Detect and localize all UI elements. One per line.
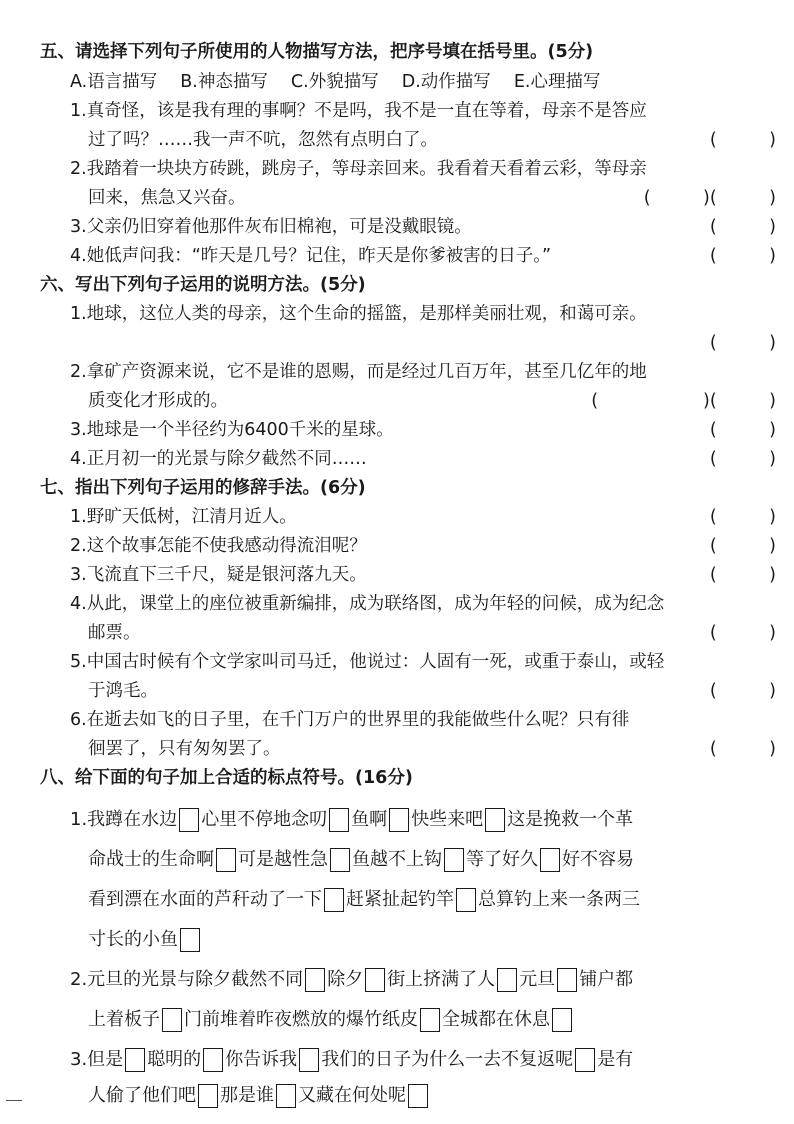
s8-q1-line3 [88, 886, 640, 914]
punctuation-box[interactable] [557, 968, 577, 992]
s8-q1-l3-seg: 总算钓上来一条两三 [478, 889, 640, 910]
s8-q1-line4 [88, 926, 202, 954]
punctuation-box[interactable] [299, 1048, 319, 1072]
s8-q3-line1 [70, 1046, 633, 1074]
s7-q6-line2: 徊罢了，只有匆匆罢了。 [88, 739, 281, 759]
s7-q4-line1: 4.从此，课堂上的座位被重新编排，成为联络图，成为年轻的问候，成为纪念 [70, 594, 665, 614]
s5-q3-line1: 3.父亲仍旧穿着他那件灰布旧棉袍，可是没戴眼镜。 [70, 217, 472, 237]
punctuation-box[interactable] [552, 1008, 572, 1032]
s8-q3-l1-seg: 你告诉我 [225, 1049, 298, 1070]
punctuation-box[interactable] [180, 928, 200, 952]
s8-q3-l1-seg: 3.但是 [70, 1049, 124, 1070]
s8-q1-l1-seg: 鱼啊 [351, 809, 388, 830]
s8-q3-l1-seg: 我们的日子为什么一去不复返呢 [321, 1049, 574, 1070]
s8-q3-l2-seg: 人偷了他们吧 [88, 1085, 196, 1106]
punctuation-box[interactable] [575, 1048, 595, 1072]
s7-q6-answer-blank[interactable]: ( ) [709, 739, 776, 759]
s6-q1-answer-blank[interactable]: ( ) [709, 333, 776, 353]
s5-q1-line1: 1.真奇怪，该是我有理的事啊？不是吗，我不是一直在等着，母亲不是答应 [70, 101, 647, 121]
page-edge-mark [6, 1100, 22, 1101]
s8-q1-line2 [88, 846, 634, 874]
s8-q1-l2-seg: 好不容易 [562, 849, 634, 870]
s5-q2-line1: 2.我踏着一块块方砖跳，跳房子，等母亲回来。我看着天看着云彩，等母亲 [70, 159, 647, 179]
s7-q3-answer-blank[interactable]: ( ) [709, 565, 776, 585]
s8-q2-line2 [88, 1006, 574, 1034]
s7-q1-line1: 1.野旷天低树，江清月近人。 [70, 507, 297, 527]
s8-q1-l1-seg: 这是挽救一个革 [507, 809, 634, 830]
s6-q4-line1: 4.正月初一的光景与除夕截然不同…… [70, 449, 367, 469]
punctuation-box[interactable] [330, 848, 350, 872]
s8-q2-l2-seg: 门前堆着昨夜燃放的爆竹纸皮 [184, 1009, 418, 1030]
punctuation-box[interactable] [324, 888, 344, 912]
punctuation-box[interactable] [276, 1084, 296, 1108]
s8-q1-line1 [70, 806, 633, 834]
s8-q1-l2-seg: 鱼越不上钩 [352, 849, 442, 870]
punctuation-box[interactable] [540, 848, 560, 872]
punctuation-box[interactable] [216, 848, 236, 872]
s5-q1-answer-blank[interactable]: ( ) [709, 130, 776, 150]
s6-q3-answer-blank[interactable]: ( ) [709, 420, 776, 440]
s6-q3-line1: 3.地球是一个半径约为6400千米的星球。 [70, 420, 394, 440]
s8-q1-l2-seg: 等了好久 [466, 849, 538, 870]
s8-q2-l1-seg: 街上挤满了人 [387, 969, 496, 990]
s6-q2-line1: 2.拿矿产资源来说，它不是谁的恩赐，而是经过几百万年，甚至几亿年的地 [70, 362, 647, 382]
s7-q5-line2: 于鸿毛。 [88, 681, 158, 701]
punctuation-box[interactable] [485, 808, 505, 832]
punctuation-box[interactable] [497, 968, 517, 992]
s8-q3-line2 [88, 1082, 430, 1110]
section-8-title: 八、给下面的句子加上合适的标点符号。(16分) [40, 768, 413, 788]
s5-q2-line2: 回来，焦急又兴奋。 [88, 188, 246, 208]
s7-q5-answer-blank[interactable]: ( ) [709, 681, 776, 701]
s8-q3-l2-seg: 又藏在何处呢 [298, 1085, 406, 1106]
punctuation-box[interactable] [305, 968, 325, 992]
s8-q2-l1-seg: 2.元旦的光景与除夕截然不同 [70, 969, 304, 990]
s8-q1-l1-seg: 1.我蹲在水边 [70, 809, 178, 830]
s8-q2-line1 [70, 966, 633, 994]
s8-q2-l1-seg: 铺户都 [579, 969, 634, 990]
s6-q4-answer-blank[interactable]: ( ) [709, 449, 776, 469]
section-6-title: 六、写出下列句子运用的说明方法。(5分) [40, 275, 366, 295]
s7-q1-answer-blank[interactable]: ( ) [709, 507, 776, 527]
punctuation-box[interactable] [420, 1008, 440, 1032]
section-7-title: 七、指出下列句子运用的修辞手法。(6分) [40, 478, 366, 498]
s7-q4-answer-blank[interactable]: ( ) [709, 623, 776, 643]
s5-q3-answer-blank[interactable]: ( ) [709, 217, 776, 237]
s8-q1-l2-seg: 命战士的生命啊 [88, 849, 214, 870]
s7-q2-answer-blank[interactable]: ( ) [709, 536, 776, 556]
s6-q2-line2: 质变化才形成的。 [88, 391, 228, 411]
s8-q1-l2-seg: 可是越性急 [238, 849, 328, 870]
s7-q4-line2: 邮票。 [88, 623, 141, 643]
s7-q2-line1: 2.这个故事怎能不使我感动得流泪呢？ [70, 536, 367, 556]
s8-q2-l2-seg: 上着板子 [88, 1009, 160, 1030]
punctuation-box[interactable] [329, 808, 349, 832]
punctuation-box[interactable] [179, 808, 199, 832]
s6-q2-answer-blank[interactable]: ( )( ) [591, 391, 776, 411]
punctuation-box[interactable] [203, 1048, 223, 1072]
s8-q2-l2-seg: 全城都在休息 [442, 1009, 550, 1030]
s8-q1-l3-seg: 看到漂在水面的芦秆动了一下 [88, 889, 322, 910]
punctuation-box[interactable] [389, 808, 409, 832]
section-5-title: 五、请选择下列句子所使用的人物描写方法，把序号填在括号里。(5分) [40, 42, 594, 62]
s5-q4-answer-blank[interactable]: ( ) [709, 246, 776, 266]
s8-q3-l1-seg: 聪明的 [147, 1049, 202, 1070]
punctuation-box[interactable] [444, 848, 464, 872]
s6-q1-line1: 1.地球，这位人类的母亲，这个生命的摇篮，是那样美丽壮观，和蔼可亲。 [70, 304, 647, 324]
s5-q4-line1: 4.她低声问我：“昨天是几号？记住，昨天是你爹被害的日子。” [70, 246, 552, 266]
s5-q2-answer-blank[interactable]: ( )( ) [643, 188, 776, 208]
s8-q2-l1-seg: 除夕 [327, 969, 364, 990]
s7-q6-line1: 6.在逝去如飞的日子里，在千门万户的世界里的我能做些什么呢？只有徘 [70, 710, 630, 730]
s8-q2-l1-seg: 元旦 [519, 969, 556, 990]
punctuation-box[interactable] [365, 968, 385, 992]
punctuation-box[interactable] [408, 1084, 428, 1108]
s8-q3-l1-seg: 是有 [597, 1049, 634, 1070]
s7-q3-line1: 3.飞流直下三千尺，疑是银河落九天。 [70, 565, 367, 585]
punctuation-box[interactable] [198, 1084, 218, 1108]
s8-q1-l1-seg: 快些来吧 [411, 809, 484, 830]
s8-q3-l2-seg: 那是谁 [220, 1085, 274, 1106]
punctuation-box[interactable] [125, 1048, 145, 1072]
s5-q1-line2: 过了吗？……我一声不吭，忽然有点明白了。 [88, 130, 438, 150]
s8-q1-l4-seg: 寸长的小鱼 [88, 929, 178, 950]
section-5-options: A.语言描写 B.神态描写 C.外貌描写 D.动作描写 E.心理描写 [70, 72, 601, 92]
s7-q5-line1: 5.中国古时候有个文学家叫司马迁，他说过：人固有一死，或重于泰山，或轻 [70, 652, 665, 672]
s8-q1-l1-seg: 心里不停地念叨 [201, 809, 328, 830]
punctuation-box[interactable] [162, 1008, 182, 1032]
punctuation-box[interactable] [456, 888, 476, 912]
s8-q1-l3-seg: 赶紧扯起钓竿 [346, 889, 454, 910]
